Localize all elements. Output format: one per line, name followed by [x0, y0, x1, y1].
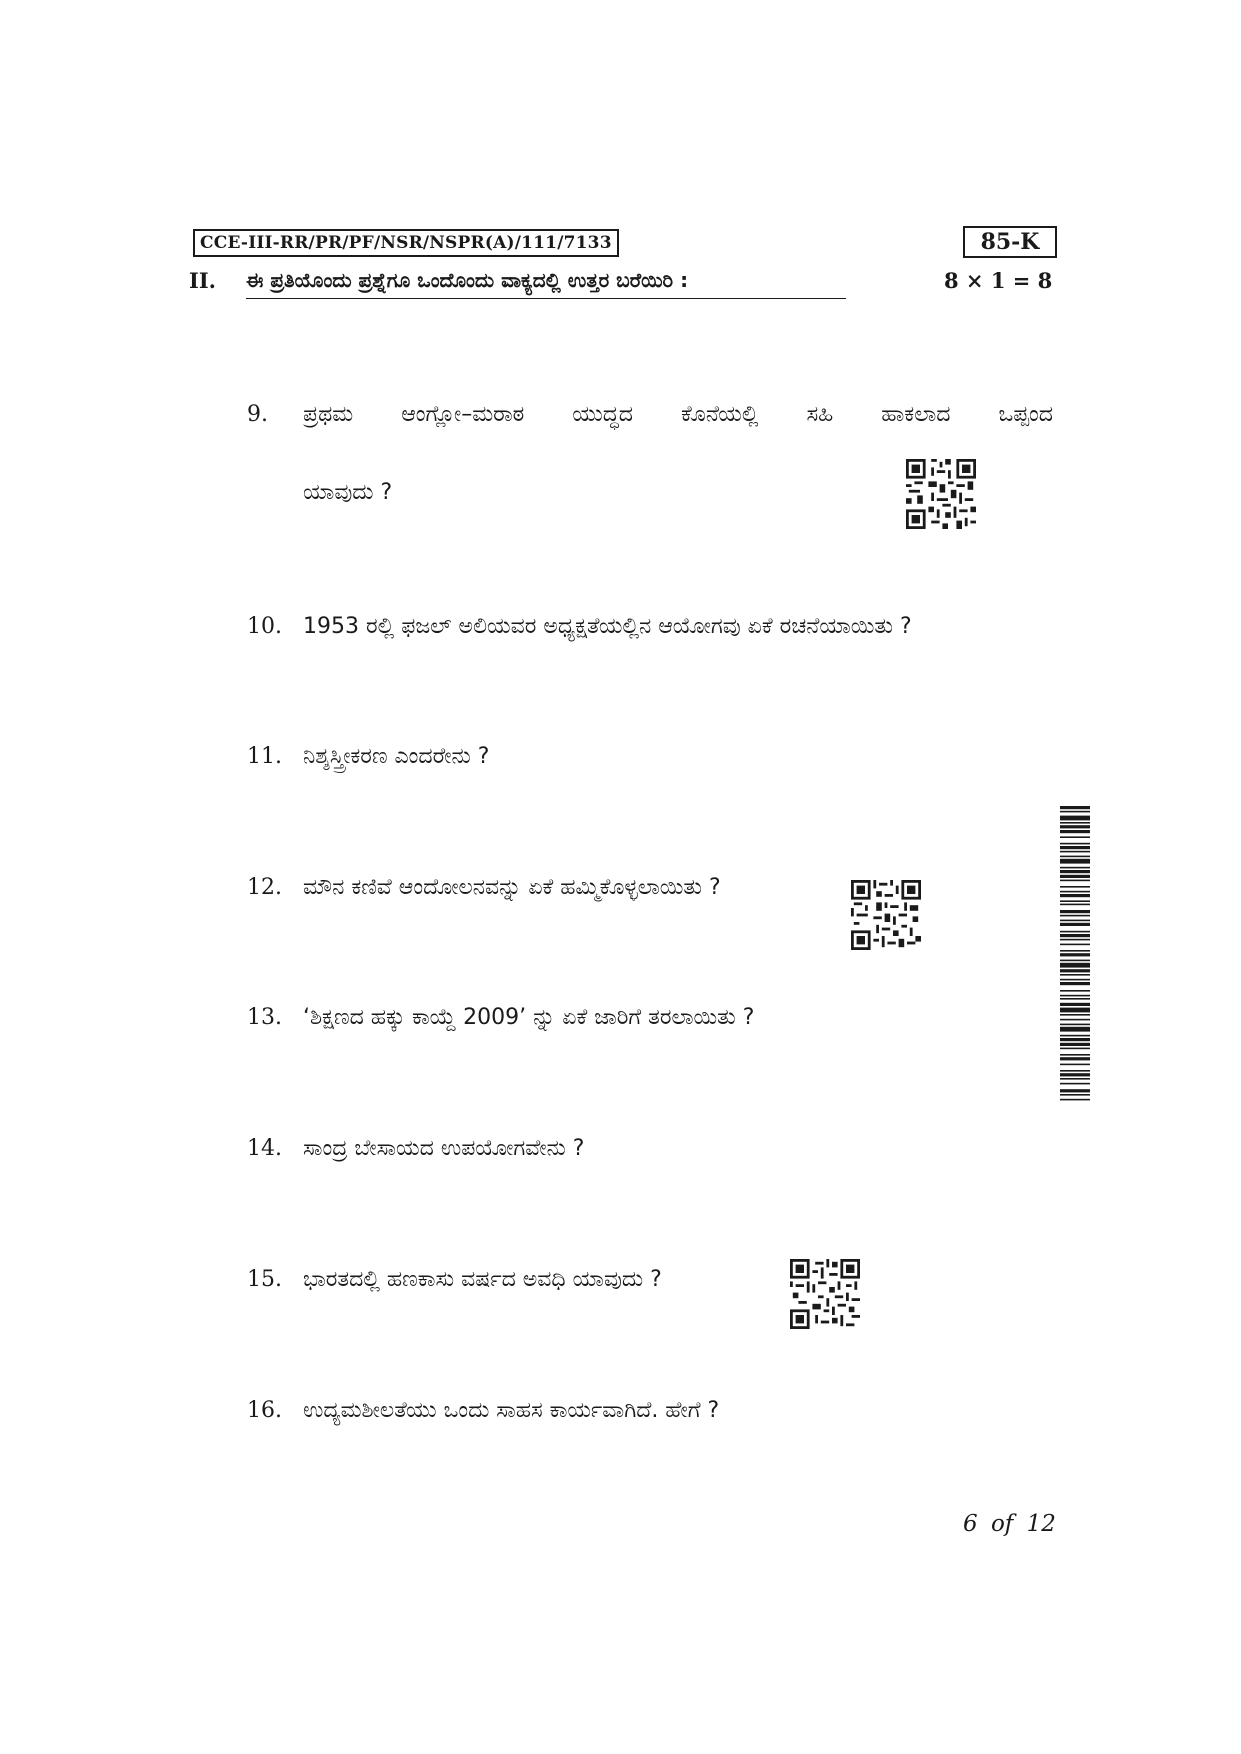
- question-number: 16.: [247, 1398, 282, 1423]
- question-number: 15.: [247, 1267, 282, 1292]
- question-text: ‘ಶಿಕ್ಷಣದ ಹಕ್ಕು ಕಾಯ್ದೆ 2009’ ನ್ನು ಏಕೆ ಜಾರಿಗೆ ತರಲಾಯಿತು ?: [303, 1005, 755, 1030]
- question-number: 14.: [247, 1136, 282, 1161]
- question-number: 11.: [247, 744, 282, 769]
- qr-code-icon: [906, 459, 976, 529]
- question-9-text-line2: ಯಾವುದು ?: [303, 480, 393, 505]
- question-text: ಸಾಂದ್ರ ಬೇಸಾಯದ ಉಪಯೋಗವೇನು ?: [303, 1136, 585, 1161]
- question-number: 10.: [247, 614, 282, 639]
- barcode-icon: [1060, 806, 1090, 1210]
- question-text: ಮೌನ ಕಣಿವೆ ಆಂದೋಲನವನ್ನು ಏಕೆ ಹಮ್ಮಿಕೊಳ್ಳಲಾಯಿತು ?: [303, 875, 721, 900]
- paper-code: 85-K: [963, 226, 1057, 258]
- question-text: ನಿಶ್ಶಸ್ತ್ರೀಕರಣ ಎಂದರೇನು ?: [303, 744, 490, 769]
- section-marks: 8 × 1 = 8: [944, 268, 1053, 293]
- question-9-text-line1: ಪ್ರಥಮ ಆಂಗ್ಲೋ–ಮರಾಠ ಯುದ್ಧದ ಕೊನೆಯಲ್ಲಿ ಸಹಿ ಹಾಕಲಾದ ಒಪ್ಪಂದ: [303, 402, 1053, 427]
- question-text: 1953 ರಲ್ಲಿ ಫಜಲ್ ಅಲಿಯವರ ಅಧ್ಯಕ್ಷತೆಯಲ್ಲಿನ ಆಯೋಗವು ಏಕೆ ರಚನೆಯಾಯಿತು ?: [303, 614, 912, 639]
- question-text: ಉದ್ಯಮಶೀಲತೆಯು ಒಂದು ಸಾಹಸ ಕಾರ್ಯವಾಗಿದೆ. ಹೇಗೆ ?: [303, 1398, 720, 1423]
- question-text: ಭಾರತದಲ್ಲಿ ಹಣಕಾಸು ವರ್ಷದ ಅವಧಿ ಯಾವುದು ?: [303, 1267, 662, 1292]
- section-instruction: ಈ ಪ್ರತಿಯೊಂದು ಪ್ರಶ್ನೆಗೂ ಒಂದೊಂದು ವಾಕ್ಯದಲ್ಲಿ ಉತ್ತರ ಬರೆಯಿರಿ :: [246, 268, 846, 299]
- qr-code-icon: [790, 1259, 860, 1329]
- question-number: 13.: [247, 1005, 282, 1030]
- question-number: 12.: [247, 875, 282, 900]
- question-number: 9.: [247, 402, 268, 427]
- page-number: 6 of 12: [963, 1511, 1056, 1537]
- qr-code-icon: [851, 880, 921, 950]
- exam-code: CCE-III-RR/PR/PF/NSR/NSPR(A)/111/7133: [193, 229, 619, 257]
- section-number: II.: [189, 268, 216, 293]
